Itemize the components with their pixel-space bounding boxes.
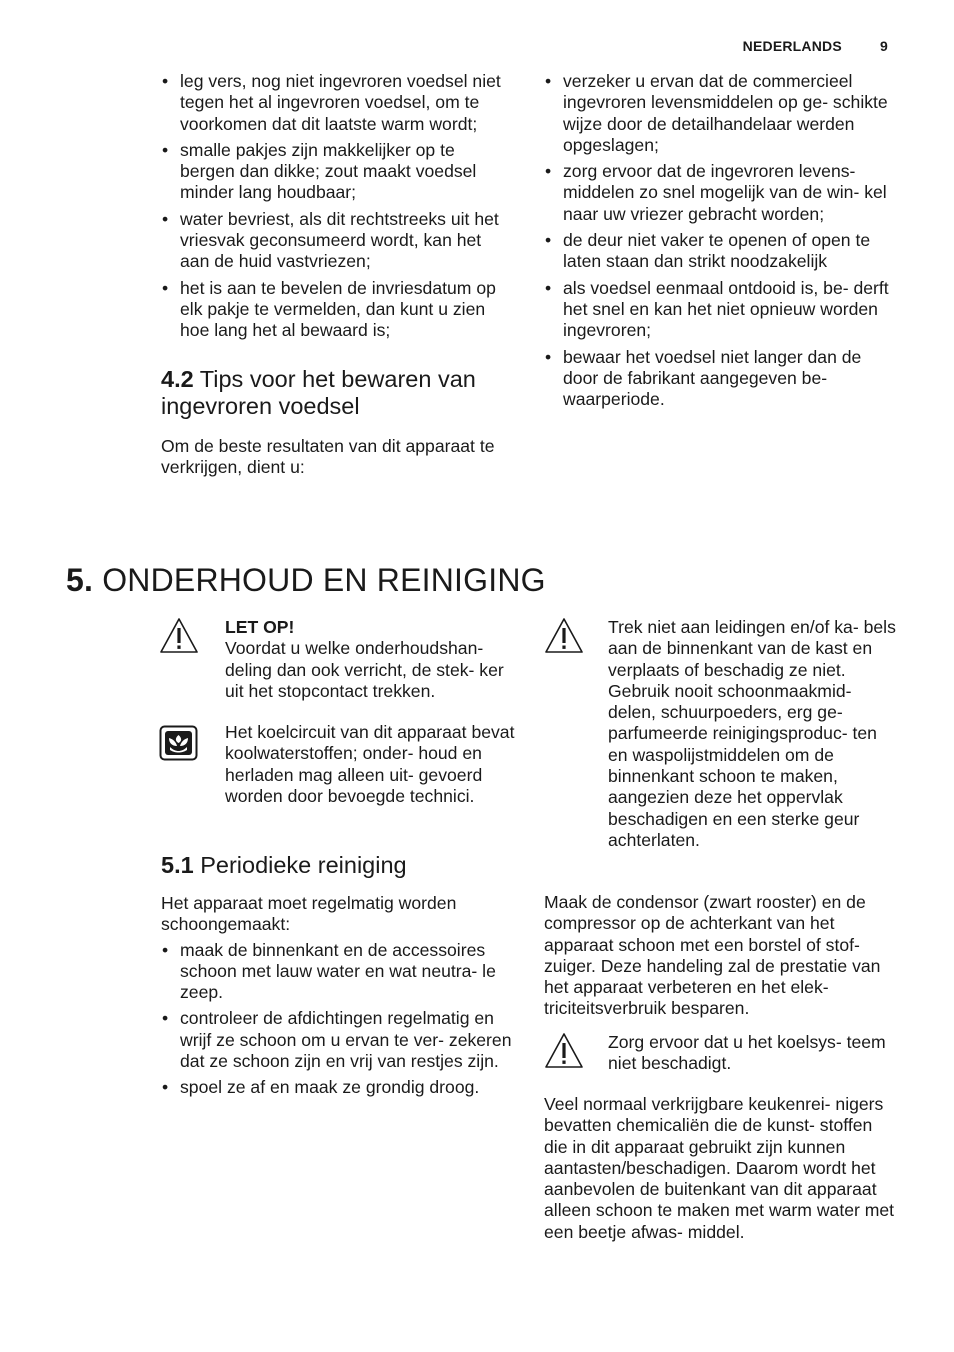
top-left-column [161,71,513,478]
section-number: 4.2 [161,365,194,392]
list-item: • het is aan te bevelen de invriesdatum op elk pakje te vermelden, dan kunt u zien hoe lang het al bewaard is; [161,278,513,342]
page-header [743,38,888,54]
condenser-paragraph: Maak de condensor (zwart rooster) en de compressor op de achterkant van het apparaat schoon met een borstel of stof- zuiger. Deze handeling zal de prestatie van het apparaat verbeteren en het elek- triciteitsverbruik besparen. [544,892,881,1019]
warning-triangle-icon [544,1032,584,1070]
section-heading-4-2 [161,366,513,420]
freezing-tips-list [161,71,513,342]
list-item: • als voedsel eenmaal ontdooid is, be- derft het snel en kan het niet opnieuw worden ingevroren; [544,278,896,342]
environment-note [159,722,515,832]
warning-text-cooling-system: Zorg ervoor dat u het koelsys- teem niet beschadigt. [608,1032,886,1074]
list-item: • zorg ervoor dat de ingevroren levens- middelen zo snel mogelijk van de win- kel naar uw vriezer gebracht worden; [544,161,896,225]
storage-tips-list [544,71,896,410]
list-item: • bewaar het voedsel niet langer dan de door de fabrikant aangegeven be- waarperiode. [544,347,896,411]
list-item: • maak de binnenkant en de accessoires schoon met lauw water en wat neutra- le zeep. [161,940,513,1004]
section-title: Periodieke reiniging [200,852,407,878]
chapter-number: 5. [66,562,94,598]
top-right-column [544,71,896,415]
list-item: • smalle pakjes zijn makkelijker op te bergen dan dikke; zout maakt voedsel minder lang houdbaar; [161,140,513,204]
warning-note-cooling-system [544,1032,896,1082]
caution-heading: LET OP! [225,617,295,637]
warning-triangle-icon [159,617,199,655]
cleaners-paragraph: Veel normaal verkrijgbare keukenrei- nigers bevatten chemicaliën die de kunst- stoffen die in dit apparaat gebruikt zijn kunnen aantasten/beschadigen. Daarom wordt het aanbevolen de buitenkant van dit apparaat alleen schoon te maken met warm water met een beetje afwas- middel. [544,1094,895,1242]
cleaning-steps-list [161,940,513,1099]
caution-note [159,617,515,707]
warning-text-cleaners: Gebruik nooit schoonmaakmid- delen, schuurpoeders, erg ge- parfumeerde reinigingsproduc- ten en waspolijstmiddelen om de binnenkant schoon te maken, aangezien deze het oppervlak beschadigen en een sterke geur achterlaten. [608,680,877,850]
section-title: Tips voor het bewaren van ingevroren voedsel [161,365,476,419]
environment-text: Het koelcircuit van dit apparaat bevat koolwaterstoffen; onder- houd en herladen mag alleen uit- gevoerd worden door bevoegde technici. [225,722,515,806]
periodic-cleaning-section [161,852,513,1104]
section-number: 5.1 [161,852,194,878]
list-item: • water bevriest, als dit rechtstreeks uit het vriesvak geconsumeerd wordt, kan het aan de huid vastvriezen; [161,209,513,273]
page-number: 9 [880,38,888,54]
list-item: • de deur niet vaker te openen of open te laten staan dan strikt noodzakelijk [544,230,896,273]
list-item: • leg vers, nog niet ingevroren voedsel niet tegen het al ingevroren voedsel, om te voorkomen dat dit laatste warm wordt; [161,71,513,135]
list-item: • spoel ze af en maak ze grondig droog. [161,1077,513,1098]
section-heading-5-1 [161,852,513,879]
language-label: NEDERLANDS [742,38,842,54]
chapter-title-text: ONDERHOUD EN REINIGING [102,562,546,598]
caution-text: Voordat u welke onderhoudshan- deling dan ook verricht, de stek- ker uit het stopcontact trekken. [225,638,504,701]
warning-note-cables [544,617,896,877]
chapter-title [66,560,546,600]
warning-triangle-icon [544,617,584,655]
warning-text-cables: Trek niet aan leidingen en/of ka- bels aan de binnenkant van de kast en verplaats of beschadig ze niet. [608,617,896,680]
environment-icon [159,725,199,765]
section-intro: Het apparaat moet regelmatig worden schoongemaakt: [161,893,457,935]
section-intro: Om de beste resultaten van dit apparaat te verkrijgen, dient u: [161,435,495,477]
list-item: • verzeker u ervan dat de commercieel ingevroren levensmiddelen op ge- schikte wijze door de detailhandelaar werden opgeslagen; [544,71,896,156]
list-item: • controleer de afdichtingen regelmatig en wrijf ze schoon om u ervan te ver- zekeren dat ze schoon zijn en vrij van restjes zijn. [161,1008,513,1072]
